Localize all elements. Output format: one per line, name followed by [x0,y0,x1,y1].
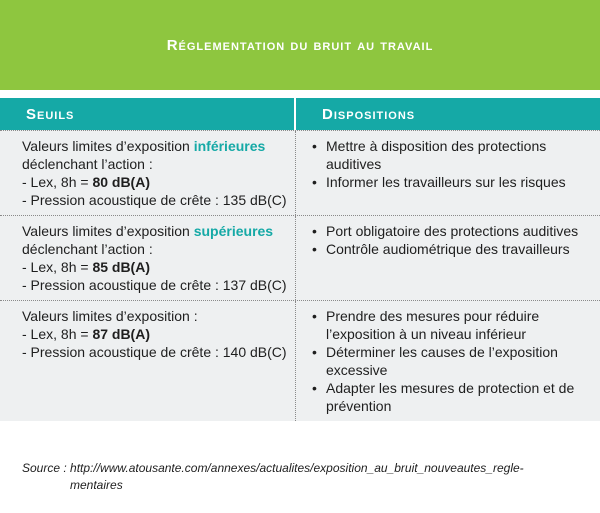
lex-label: - Lex, 8h = [22,259,93,275]
page-title: Réglementation du bruit au travail [166,36,434,54]
list-item: • Déterminer les causes de l’exposition excessive [310,343,584,379]
title-banner [0,0,600,90]
source-note [22,460,582,494]
seuils-cell [0,301,296,421]
seuils-highlight: supérieures [193,223,274,239]
dispositions-list [310,307,584,415]
source-url: http://www.atousante.com/annexes/actualites/exposition_au_bruit_nouveautes_regle- [70,461,524,475]
seuils-line: Valeurs limites d’exposition : [22,308,198,324]
seuils-highlight: inférieures [193,138,266,154]
lex-label: - Lex, 8h = [22,174,93,190]
dispositions-cell [296,131,600,215]
seuils-cell [0,216,296,300]
table-header [0,98,600,130]
dispositions-list [310,222,584,258]
dispositions-cell [296,301,600,421]
lex-line [22,325,291,343]
lex-value: 87 dB(A) [92,326,150,342]
table-row [0,130,600,215]
lex-line [22,173,291,191]
pression-line: - Pression acoustique de crête : 140 dB(C) [22,344,287,360]
pression-line: - Pression acoustique de crête : 135 dB(C) [22,192,287,208]
lex-label: - Lex, 8h = [22,326,93,342]
table-row [0,215,600,300]
lex-line [22,258,291,276]
header-seuils: Seuils [0,98,296,130]
source-label: Source : [22,461,71,475]
list-item: • Informer les travailleurs sur les risques [310,173,584,191]
seuils-line [22,222,291,240]
list-item: • Port obligatoire des protections auditives [310,222,584,240]
seuils-line: déclenchant l’action : [22,241,153,257]
table-row [0,300,600,421]
regulation-table [0,98,600,421]
list-item: • Adapter les mesures de protection et de prévention [310,379,584,415]
seuils-line: déclenchant l’action : [22,156,153,172]
list-item: • Mettre à disposition des protections auditives [310,137,584,173]
list-item: • Contrôle audiométrique des travailleurs [310,240,584,258]
lex-value: 85 dB(A) [92,259,150,275]
seuils-cell [0,131,296,215]
list-item: • Prendre des mesures pour réduire l’exposition à un niveau inférieur [310,307,584,343]
seuils-text: Valeurs limites d’exposition [22,138,194,154]
seuils-line [22,137,291,155]
header-dispositions: Dispositions [322,105,416,123]
source-url-continued: mentaires [70,478,123,492]
lex-value: 80 dB(A) [92,174,150,190]
pression-line: - Pression acoustique de crête : 137 dB(C) [22,277,287,293]
dispositions-list [310,137,584,191]
seuils-text: Valeurs limites d’exposition [22,223,194,239]
dispositions-cell [296,216,600,300]
